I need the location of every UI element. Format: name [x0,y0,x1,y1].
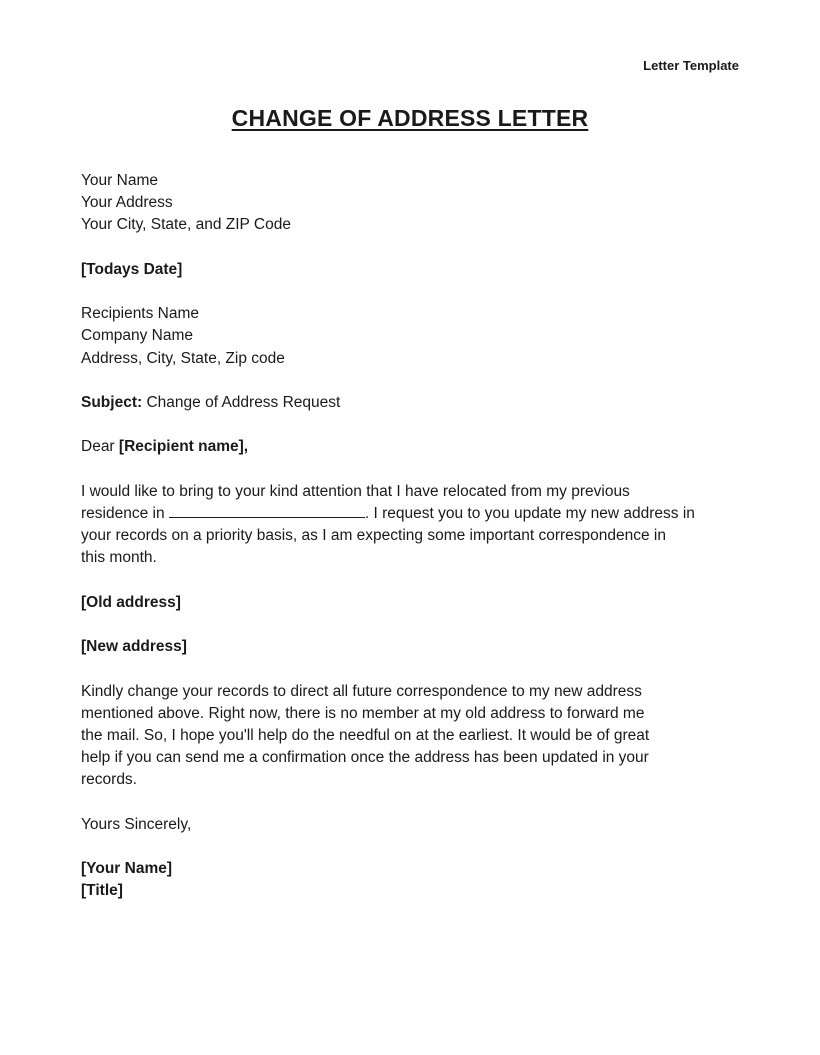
closing: Yours Sincerely, [81,815,192,833]
recipient-address: Address, City, State, Zip code [81,349,285,367]
salutation-prefix: Dear [81,438,115,456]
sender-address: Your Address [81,194,173,212]
recipient-company: Company Name [81,327,193,345]
request-text: . I request you to you update my new address in [364,504,695,522]
paragraph-line: I would like to bring to your kind attention that I have relocated from my previous [81,482,630,500]
paragraph-line [81,503,746,525]
header-label: Letter Template [643,58,739,73]
letter-date: [Todays Date] [81,260,183,278]
sender-name: Your Name [81,172,158,189]
letter-body [81,170,746,903]
recipient-block [81,303,746,370]
recipient-name: Recipients Name [81,305,200,323]
salutation-name: [Recipient name], [118,438,249,456]
subject-line [81,392,746,414]
new-address: [New address] [81,638,187,656]
signature-title: [Title] [81,882,123,900]
paragraph-line: this month. [81,549,157,567]
page-title: CHANGE OF ADDRESS LETTER [231,105,589,131]
fill-in-blank [169,503,365,518]
paragraph-line: records. [81,771,137,789]
old-address: [Old address] [81,593,181,611]
sender-block [81,170,746,237]
paragraph-request [81,681,746,792]
residence-label: residence in [81,504,165,522]
paragraph-line: mentioned above. Right now, there is no member at my old address to forward me [81,704,645,722]
sender-city-state-zip: Your City, State, and ZIP Code [81,216,291,234]
paragraph-line: the mail. So, I hope you'll help do the needful on at the earliest. It would be of great [81,726,650,744]
subject-label: Subject: [81,393,143,411]
paragraph-line: Kindly change your records to direct all future correspondence to my new address [81,682,642,700]
paragraph-relocation [81,481,746,570]
paragraph-line: your records on a priority basis, as I am expecting some important correspondence in [81,527,666,545]
signature-name: [Your Name] [81,860,173,878]
subject-text: Change of Address Request [146,393,341,411]
salutation [81,436,746,458]
paragraph-line: help if you can send me a confirmation once the address has been updated in your [81,749,649,767]
